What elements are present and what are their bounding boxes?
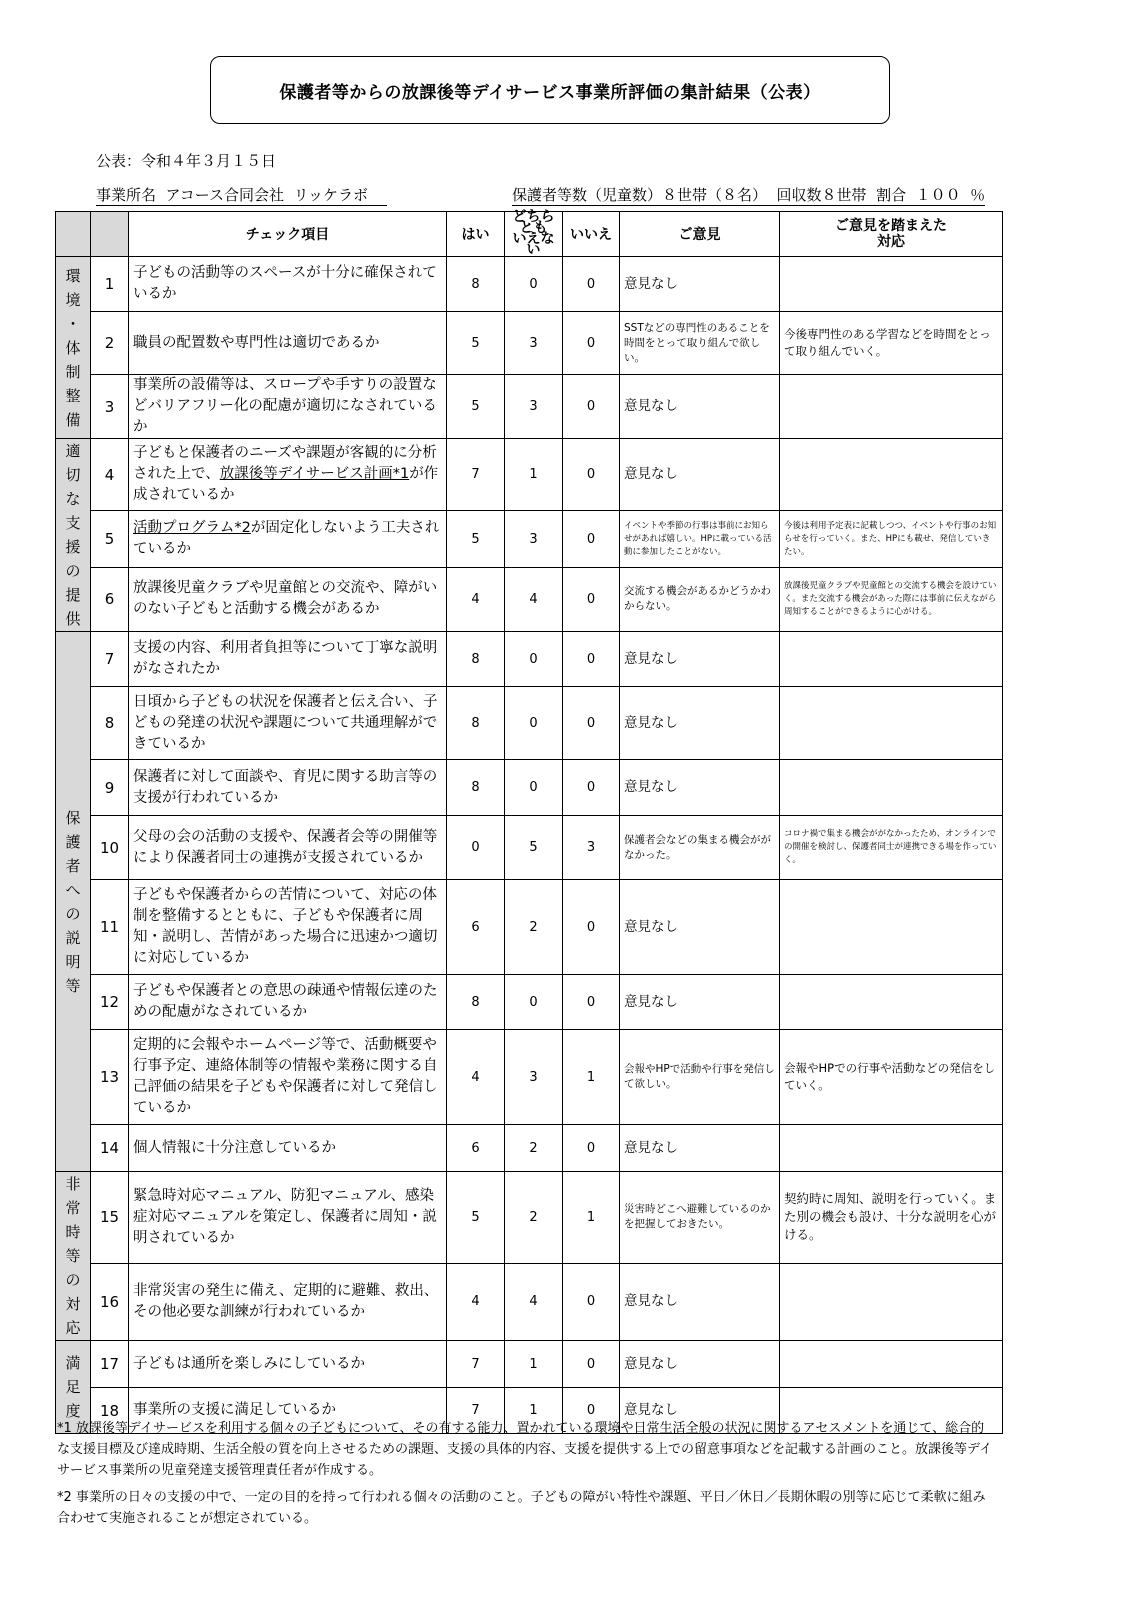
response-text — [780, 1125, 1003, 1172]
neither-count: 0 — [505, 687, 563, 760]
evaluation-table — [55, 211, 1003, 1434]
opinion-text: 交流する機会があるかどうかわからない。 — [620, 567, 780, 631]
yes-count: 4 — [447, 1030, 505, 1125]
neither-count: 0 — [505, 975, 563, 1030]
check-item-text: 定期的に会報やホームページ等で、活動概要や行事予定、連絡体制等の情報や業務に関する自己評価の結果を子どもや保護者に対して発信しているか — [129, 1030, 447, 1125]
row-number: 13 — [91, 1030, 129, 1125]
neither-count: 2 — [505, 1125, 563, 1172]
response-text: 会報やHPでの行事や活動などの発信をしていく。 — [780, 1030, 1003, 1125]
check-item-text: 支援の内容、利用者負担等について丁寧な説明がなされたか — [129, 632, 447, 687]
opinion-text: 意見なし — [620, 687, 780, 760]
office-name: 事業所名 アコース合同会社 リッケラボ — [96, 186, 388, 204]
yes-count: 8 — [447, 687, 505, 760]
yes-count: 8 — [447, 257, 505, 312]
table-row — [56, 1341, 1003, 1388]
yes-count: 6 — [447, 1125, 505, 1172]
neither-count: 1 — [505, 439, 563, 511]
header-category-cell — [56, 212, 91, 257]
check-item-text — [129, 511, 447, 567]
response-text — [780, 1341, 1003, 1388]
category-appropriate-support: 適 切 な 支 援 の 提 供 — [56, 439, 91, 632]
neither-count: 1 — [505, 1341, 563, 1388]
yes-count: 8 — [447, 975, 505, 1030]
row-number: 5 — [91, 511, 129, 567]
footnote-2: *2 事業所の日々の支援の中で、一定の目的を持って行われる個々の活動のこと。子どもの障がい特性や課題、平日／休日／長期休暇の別等に応じて柔軟に組み合わせて実施されることが想定されている。 — [57, 1490, 986, 1526]
opinion-text: 意見なし — [620, 632, 780, 687]
category-environment: 環 境 ・ 体 制 整 備 — [56, 257, 91, 439]
check-item-text: 事業所の設備等は、スロープや手すりの設置などバリアフリー化の配慮が適切になされているか — [129, 375, 447, 439]
neither-count: 3 — [505, 511, 563, 567]
item-text-part: 子どもと保護者のニーズや課題が客観的に分析された上で、 — [133, 445, 437, 483]
neither-count: 0 — [505, 257, 563, 312]
row-number: 8 — [91, 687, 129, 760]
response-text — [780, 760, 1003, 816]
no-count: 0 — [563, 1388, 620, 1434]
table-row — [56, 975, 1003, 1030]
table-row — [56, 632, 1003, 687]
response-text — [780, 439, 1003, 511]
header-response: ご意見を踏まえた 対応 — [780, 212, 1003, 257]
check-item-text: 非常災害の発生に備え、定期的に避難、救出、その他必要な訓練が行われているか — [129, 1263, 447, 1340]
row-number: 9 — [91, 760, 129, 816]
no-count: 3 — [563, 816, 620, 880]
opinion-text: 意見なし — [620, 760, 780, 816]
yes-count: 5 — [447, 1172, 505, 1264]
opinion-text: 意見なし — [620, 1388, 780, 1434]
row-number: 15 — [91, 1172, 129, 1264]
row-number: 4 — [91, 439, 129, 511]
category-emergency: 非 常 時 等 の 対 応 — [56, 1172, 91, 1341]
table-row — [56, 880, 1003, 975]
category-satisfaction: 満 足 度 — [56, 1341, 91, 1434]
yes-count: 6 — [447, 880, 505, 975]
table-row — [56, 257, 1003, 312]
footnote-1: *1 放課後等デイサービスを利用する個々の子どもについて、その有する能力、置かれている環境や日常生活全般の状況に関するアセスメントを通じて、総合的な支援目標及び達成時期、生活全般の質を向上させるための課題、支援の具体的内容、支援を提供する上での留意事項などを記載する計画のこと。放課後等デイサービス事業所の児童発達支援管理責任者が作成する。 — [57, 1421, 993, 1478]
yes-count: 8 — [447, 632, 505, 687]
row-number: 17 — [91, 1341, 129, 1388]
opinion-text: 意見なし — [620, 439, 780, 511]
neither-count: 0 — [505, 760, 563, 816]
yes-count: 0 — [447, 816, 505, 880]
no-count: 0 — [563, 1263, 620, 1340]
yes-count: 5 — [447, 312, 505, 375]
no-count: 0 — [563, 975, 620, 1030]
table-row — [56, 567, 1003, 631]
page-title: 保護者等からの放課後等デイサービス事業所評価の集計結果（公表） — [210, 56, 890, 124]
check-item-text: 放課後児童クラブや児童館との交流や、障がいのない子どもと活動する機会があるか — [129, 567, 447, 631]
neither-count: 3 — [505, 1030, 563, 1125]
header-check-item: チェック項目 — [129, 212, 447, 257]
neither-count: 4 — [505, 567, 563, 631]
table-row — [56, 511, 1003, 567]
opinion-text: イベントや季節の行事は事前にお知らせがあれば嬉しい。HPに載っている活動に参加したことがない。 — [620, 511, 780, 567]
no-count: 0 — [563, 312, 620, 375]
yes-count: 4 — [447, 1263, 505, 1340]
row-number: 16 — [91, 1263, 129, 1340]
response-text — [780, 632, 1003, 687]
response-text — [780, 1263, 1003, 1340]
neither-count: 2 — [505, 1172, 563, 1264]
check-item-text: 子どもや保護者からの苦情について、対応の体制を整備するとともに、子どもや保護者に周知・説明し、苦情があった場合に迅速かつ適切に対応しているか — [129, 880, 447, 975]
response-text — [780, 375, 1003, 439]
response-text: 放課後児童クラブや児童館との交流する機会を設けていく。また交流する機会があった際には事前に伝えながら周知することができるように心がける。 — [780, 567, 1003, 631]
check-item-text: 個人情報に十分注意しているか — [129, 1125, 447, 1172]
neither-count: 3 — [505, 312, 563, 375]
opinion-text: 意見なし — [620, 1341, 780, 1388]
check-item-text: 日頃から子どもの状況を保護者と伝え合い、子どもの発達の状況や課題について共通理解ができているか — [129, 687, 447, 760]
table-row — [56, 1030, 1003, 1125]
publish-date: 公表：令和４年３月１５日 — [96, 152, 277, 170]
table-row — [56, 1125, 1003, 1172]
check-item-text: 父母の会の活動の支援や、保護者会等の開催等により保護者同士の連携が支援されているか — [129, 816, 447, 880]
no-count: 0 — [563, 1125, 620, 1172]
row-number: 10 — [91, 816, 129, 880]
header-yes: はい — [447, 212, 505, 257]
check-item-text: 子どもは通所を楽しみにしているか — [129, 1341, 447, 1388]
opinion-text: 意見なし — [620, 1263, 780, 1340]
item-text-part: が固定化しないよう工夫されているか — [133, 520, 440, 558]
neither-count: 4 — [505, 1263, 563, 1340]
table-header-row — [56, 212, 1003, 257]
table-row — [56, 439, 1003, 511]
category-guardian-explanation: 保 護 者 へ の 説 明 等 — [56, 632, 91, 1172]
yes-count: 7 — [447, 1388, 505, 1434]
row-number: 11 — [91, 880, 129, 975]
neither-count: 1 — [505, 1388, 563, 1434]
response-text — [780, 880, 1003, 975]
opinion-text: 会報やHPで活動や行事を発信して欲しい。 — [620, 1030, 780, 1125]
underlined-term: 活動プログラム*2 — [133, 520, 251, 537]
row-number: 6 — [91, 567, 129, 631]
row-number: 12 — [91, 975, 129, 1030]
header-number-cell — [91, 212, 129, 257]
underlined-term: 放課後等デイサービス計画*1 — [219, 466, 410, 483]
response-text — [780, 975, 1003, 1030]
opinion-text: 保護者会などの集まる機会ががなかった。 — [620, 816, 780, 880]
table-row — [56, 312, 1003, 375]
row-number: 7 — [91, 632, 129, 687]
no-count: 0 — [563, 567, 620, 631]
item-text-part: が作成されているか — [133, 466, 439, 504]
table-row — [56, 375, 1003, 439]
header-no: いいえ — [563, 212, 620, 257]
response-text — [780, 687, 1003, 760]
no-count: 0 — [563, 632, 620, 687]
response-text: 今後専門性のある学習などを時間をとって取り組んでいく。 — [780, 312, 1003, 375]
opinion-text: 意見なし — [620, 1125, 780, 1172]
check-item-text: 子どもの活動等のスペースが十分に確保されているか — [129, 257, 447, 312]
yes-count: 7 — [447, 439, 505, 511]
header-neither: どちらとも いえない — [505, 212, 563, 257]
response-text: 今後は利用予定表に記載しつつ、イベントや行事のお知らせを行っていく。また、HPにも載せ、発信していきたい。 — [780, 511, 1003, 567]
check-item-text: 職員の配置数や専門性は適切であるか — [129, 312, 447, 375]
check-item-text: 緊急時対応マニュアル、防犯マニュアル、感染症対応マニュアルを策定し、保護者に周知・説明されているか — [129, 1172, 447, 1264]
row-number: 1 — [91, 257, 129, 312]
row-number: 14 — [91, 1125, 129, 1172]
no-count: 0 — [563, 880, 620, 975]
opinion-text: 災害時どこへ避難しているのかを把握しておきたい。 — [620, 1172, 780, 1264]
yes-count: 7 — [447, 1341, 505, 1388]
respondent-counts: 保護者等数（児童数）８世帯（８名） 回収数８世帯 割合 １００ ％ — [512, 186, 986, 204]
neither-count: 0 — [505, 632, 563, 687]
neither-count: 5 — [505, 816, 563, 880]
row-number: 3 — [91, 375, 129, 439]
no-count: 0 — [563, 1341, 620, 1388]
opinion-text: 意見なし — [620, 975, 780, 1030]
opinion-text: 意見なし — [620, 257, 780, 312]
no-count: 1 — [563, 1030, 620, 1125]
table-row — [56, 1263, 1003, 1340]
no-count: 0 — [563, 687, 620, 760]
check-item-text — [129, 439, 447, 511]
no-count: 1 — [563, 1172, 620, 1264]
yes-count: 5 — [447, 375, 505, 439]
yes-count: 4 — [447, 567, 505, 631]
yes-count: 5 — [447, 511, 505, 567]
check-item-text: 子どもや保護者との意思の疎通や情報伝達のための配慮がなされているか — [129, 975, 447, 1030]
table-row — [56, 760, 1003, 816]
response-text: 契約時に周知、説明を行っていく。また別の機会も設け、十分な説明を心がける。 — [780, 1172, 1003, 1264]
no-count: 0 — [563, 511, 620, 567]
check-item-text: 保護者に対して面談や、育児に関する助言等の支援が行われているか — [129, 760, 447, 816]
table-row — [56, 1172, 1003, 1264]
no-count: 0 — [563, 439, 620, 511]
header-opinion: ご意見 — [620, 212, 780, 257]
opinion-text: 意見なし — [620, 880, 780, 975]
table-row — [56, 816, 1003, 880]
no-count: 0 — [563, 257, 620, 312]
response-text: コロナ禍で集まる機会ががなかったため、オンラインでの開催を検討し、保護者同士が連携できる場を作っていく。 — [780, 816, 1003, 880]
opinion-text: 意見なし — [620, 375, 780, 439]
table-row — [56, 687, 1003, 760]
no-count: 0 — [563, 760, 620, 816]
row-number: 18 — [91, 1388, 129, 1434]
no-count: 0 — [563, 375, 620, 439]
response-text — [780, 257, 1003, 312]
row-number: 2 — [91, 312, 129, 375]
opinion-text: SSTなどの専門性のあることを時間をとって取り組んで欲しい。 — [620, 312, 780, 375]
yes-count: 8 — [447, 760, 505, 816]
neither-count: 3 — [505, 375, 563, 439]
neither-count: 2 — [505, 880, 563, 975]
check-item-text: 事業所の支援に満足しているか — [129, 1388, 447, 1434]
